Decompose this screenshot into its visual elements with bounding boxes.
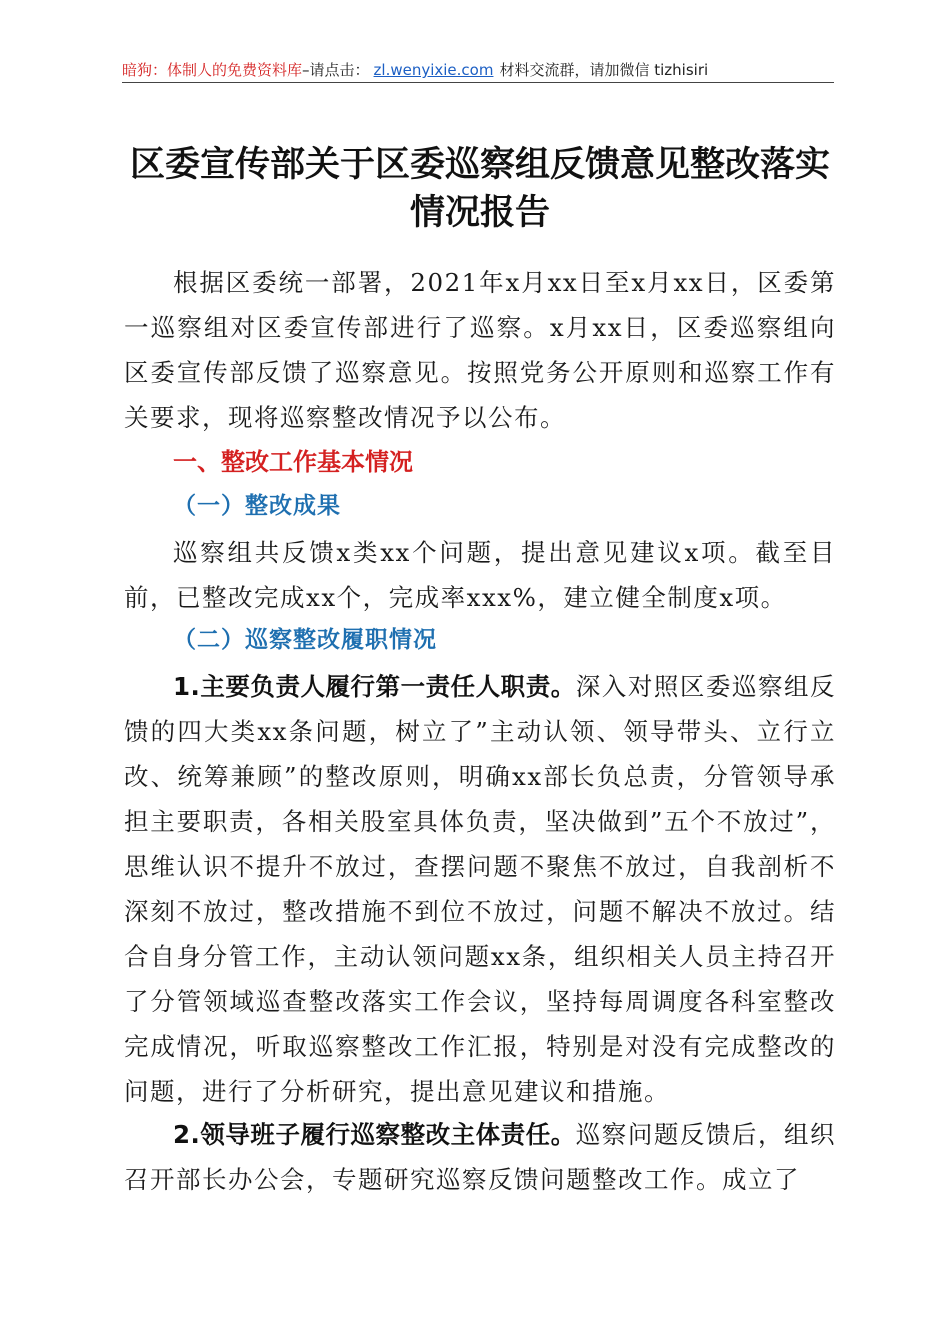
document-title-line2: 情况报告 <box>409 193 550 233</box>
item1-text: 深入对照区委巡察组反馈的四大类xx条问题，树立了”主动认领、领导带头、立行立改、统筹兼顾”的整改原则，明确xx部长负总责，分管领导承担主要职责，各相关股室具体负责，坚决做到”五个不放过”，思维认识不提升不放过，查摆问题不聚焦不放过，自我剖析不深刻不放过，整改措施不到位不放过，问题不解决不放过。结合自身分管工作，主动认领问题xx条，组织相关人员主持召开了分管领域巡查整改落实工作会议，坚持每周调度各科室整改完成情况，听取巡察整改工作汇报，特别是对没有完成整改的问题，进行了分析研究，提出意见建议和措施。 <box>124 672 836 1106</box>
item2-text: 巡察问题反馈后，组织召开部长办公会，专题研究巡察反馈问题整改工作。成立了 <box>124 1120 836 1194</box>
subsection2-heading: （二）巡察整改履职情况 <box>173 626 437 653</box>
subsection1-heading: （一）整改成果 <box>173 492 341 519</box>
header-link[interactable]: zl.wenyixie.com <box>373 61 494 79</box>
item1-lead: 1.主要负责人履行第一责任人职责。 <box>173 672 576 701</box>
subsection1-paragraph: 巡察组共反馈x类xx个问题，提出意见建议x项。截至目前，已整改完成xx个，完成率xxx%，建立健全制度x项。 <box>124 538 836 612</box>
header-mid-text: –请点击： <box>302 61 370 79</box>
item2-lead: 2.领导班子履行巡察整改主体责任。 <box>173 1120 576 1149</box>
header-right-text: 材料交流群，请加微信 tizhisiri <box>499 61 709 79</box>
page-header <box>122 58 834 83</box>
item2-paragraph <box>124 1112 836 1202</box>
header-left-text: 暗狗：体制人的免费资料库 <box>122 61 303 79</box>
item1-paragraph <box>124 664 836 1114</box>
intro-paragraph: 根据区委统一部署，2021年x月xx日至x月xx日，区委第一巡察组对区委宣传部进行了巡察。x月xx日，区委巡察组向区委宣传部反馈了巡察意见。按照党务公开原则和巡察工作有关要求，现将巡察整改情况予以公布。 <box>124 268 836 432</box>
document-title-line1: 区委宣传部关于区委巡察组反馈意见整改落实 <box>129 145 830 185</box>
section1-heading: 一、整改工作基本情况 <box>173 448 413 476</box>
